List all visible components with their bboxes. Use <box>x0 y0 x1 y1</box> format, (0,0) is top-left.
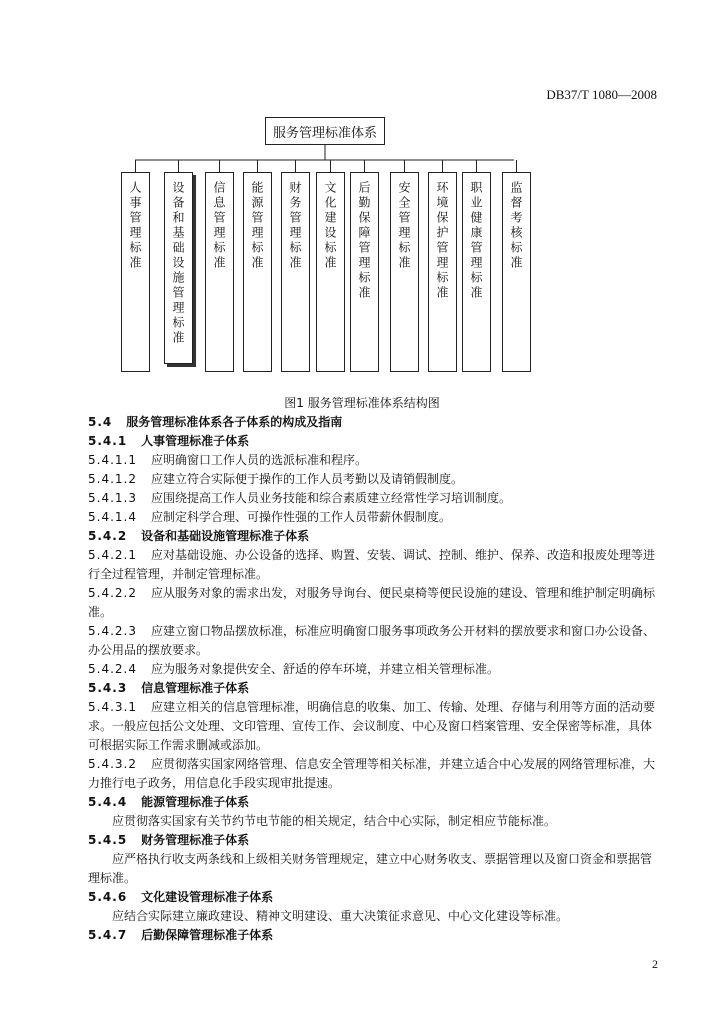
clause-text: 应建立相关的信息管理标准，明确信息的收集、加工、传输、处理、存储与利用等方面的活动要求。一般应包括公文处理、文印管理、宣传工作、会议制度、中心及窗口档案管理、安全保密等标准，具体可根据实际工作需求删减或添加。 <box>88 700 655 752</box>
clause-number: 5.4.1.2 <box>88 472 137 486</box>
clause-number: 5.4.3 <box>88 681 128 695</box>
section-heading <box>88 527 658 546</box>
clause-text: 文化建设管理标准子体系 <box>141 890 274 904</box>
section-paragraph <box>88 451 658 470</box>
clause-text: 应对基础设施、办公设备的选择、购置、安装、调试、控制、维护、保养、改造和报废处理等进行全过程管理，并制定管理标准。 <box>88 548 655 581</box>
clause-text: 应制定科学合理、可操作性强的工作人员带薪休假制度。 <box>150 510 451 524</box>
section-paragraph <box>88 850 658 888</box>
clause-number: 5.4.2.2 <box>88 586 137 600</box>
section-heading <box>88 831 658 850</box>
figure-caption: 图1 服务管理标准体系结构图 <box>284 396 440 410</box>
clause-number: 5.4.1.3 <box>88 491 137 505</box>
section-paragraph <box>88 812 658 831</box>
chart-child-box: 信息管理标准 <box>205 172 234 372</box>
chart-child-box: 后勤保障管理标准 <box>350 172 379 372</box>
chart-child-box: 设备和基础设施管理标准 <box>164 172 193 364</box>
section-paragraph <box>88 622 658 660</box>
clause-number: 5.4.4 <box>88 795 128 809</box>
section-heading <box>88 413 658 432</box>
clause-text: 信息管理标准子体系 <box>141 681 250 695</box>
chart-child-box: 安全管理标准 <box>390 172 419 372</box>
clause-number: 5.4.3.1 <box>88 700 137 714</box>
chart-child-box: 财务管理标准 <box>281 172 310 372</box>
clause-number: 5.4.5 <box>88 833 128 847</box>
chart-child-box: 文化建设标准 <box>316 172 345 372</box>
clause-number: 5.4.2.3 <box>88 624 137 638</box>
clause-text: 应围绕提高工作人员业务技能和综合素质建立经常性学习培训制度。 <box>150 491 511 505</box>
clause-number: 5.4.3.2 <box>88 757 137 771</box>
clause-number: 5.4.2 <box>88 529 128 543</box>
clause-number: 5.4.2.4 <box>88 662 137 676</box>
section-heading <box>88 793 658 812</box>
clause-text: 后勤保障管理标准子体系 <box>141 928 274 942</box>
page-number: 2 <box>652 957 658 971</box>
clause-text: 能源管理标准子体系 <box>141 795 250 809</box>
clause-text: 应建立符合实际便于操作的工作人员考勤以及请销假制度。 <box>150 472 463 486</box>
clause-number: 5.4.1 <box>88 434 128 448</box>
chart-child-box: 能源管理标准 <box>243 172 272 372</box>
section-heading <box>88 926 658 945</box>
clause-number: 5.4.1.1 <box>88 453 137 467</box>
clause-text: 应贯彻落实国家有关节约节电节能的相关规定，结合中心实际，制定相应节能标准。 <box>112 814 557 828</box>
section-paragraph <box>88 698 658 755</box>
clause-number: 5.4.6 <box>88 890 128 904</box>
body-text <box>88 413 658 945</box>
chart-root-box: 服务管理标准体系 <box>265 117 385 145</box>
chart-child-box: 环境保护管理标准 <box>428 172 457 372</box>
clause-text: 应结合实际建立廉政建设、精神文明建设、重大决策征求意见、中心文化建设等标准。 <box>112 909 569 923</box>
section-paragraph <box>88 660 658 679</box>
clause-number: 5.4.1.4 <box>88 510 137 524</box>
clause-text: 设备和基础设施管理标准子体系 <box>141 529 310 543</box>
section-heading <box>88 888 658 907</box>
clause-text: 服务管理标准体系各子体系的构成及指南 <box>126 415 343 429</box>
chart-child-box: 职业健康管理标准 <box>462 172 491 372</box>
section-paragraph <box>88 907 658 926</box>
section-paragraph <box>88 489 658 508</box>
clause-text: 人事管理标准子体系 <box>141 434 250 448</box>
clause-text: 应严格执行收支两条线和上级相关财务管理规定，建立中心财务收支、票据管理以及窗口资金和票据管理标准。 <box>88 852 653 885</box>
section-paragraph <box>88 508 658 527</box>
section-heading <box>88 679 658 698</box>
section-paragraph <box>88 755 658 793</box>
clause-text: 应贯彻落实国家网络管理、信息安全管理等相关标准，并建立适合中心发展的网络管理标准，大力推行电子政务，用信息化手段实现审批提速。 <box>88 757 655 790</box>
clause-number: 5.4.2.1 <box>88 548 137 562</box>
clause-text: 应建立窗口物品摆放标准，标准应明确窗口服务事项政务公开材料的摆放要求和窗口办公设备、办公用品的摆放要求。 <box>88 624 655 657</box>
clause-text: 应明确窗口工作人员的选派标准和程序。 <box>150 453 367 467</box>
chart-child-box: 监督考核标准 <box>502 172 531 372</box>
section-paragraph <box>88 584 658 622</box>
section-paragraph <box>88 546 658 584</box>
clause-text: 财务管理标准子体系 <box>141 833 250 847</box>
section-paragraph <box>88 470 658 489</box>
chart-child-box: 人事管理标准 <box>121 172 150 372</box>
org-chart <box>0 0 724 400</box>
standard-code: DB37/T 1080—2008 <box>546 87 657 102</box>
clause-text: 应从服务对象的需求出发，对服务导询台、便民桌椅等便民设施的建设、管理和维护制定明确标准。 <box>88 586 655 619</box>
clause-number: 5.4 <box>88 415 113 429</box>
section-heading <box>88 432 658 451</box>
clause-number: 5.4.7 <box>88 928 128 942</box>
clause-text: 应为服务对象提供安全、舒适的停车环境，并建立相关管理标准。 <box>150 662 499 676</box>
